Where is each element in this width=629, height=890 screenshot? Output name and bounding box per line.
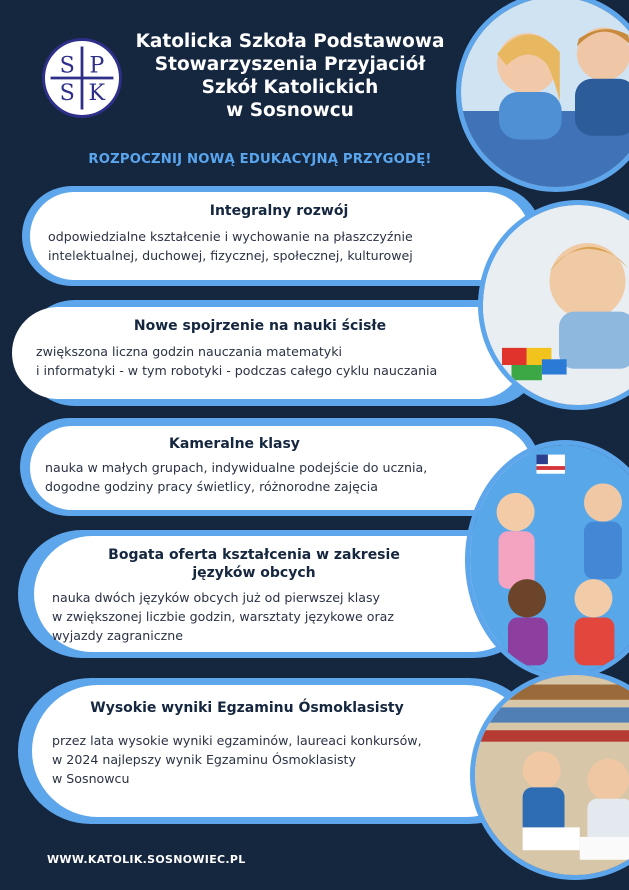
card-text-line: wyjazdy zagraniczne [52,628,183,643]
card-text-line: przez lata wysokie wyniki egzaminów, laureaci konkursów, [52,733,422,748]
card-title-line: języków obcych [192,565,316,581]
card-text-line: w 2024 najlepszy wynik Egzaminu Ósmoklasisty [52,752,356,767]
feature-card-languages [34,536,530,652]
logo-letter-p: P [89,52,105,79]
card-title-line: Bogata oferta kształcenia w zakresie [108,547,400,563]
card-text [36,342,524,380]
card-text-line: nauka dwóch języków obcych już od pierwszej klasy [52,590,380,605]
card-text-line: w zwiększonej liczbie godzin, warsztaty językowe oraz [52,609,394,624]
card-text-line: odpowiedzialne kształcenie i wychowanie na płaszczyźnie [48,229,413,244]
card-text-line: intelektualnej, duchowej, fizycznej, społecznej, kulturowej [48,248,413,263]
card-text-line: dogodne godziny pracy świetlicy, różnorodne zajęcia [45,479,379,494]
school-name [120,30,460,122]
card-text-line: zwiększona liczna godzin nauczania matematyki [36,344,343,359]
feature-card-small-classes [30,426,532,510]
card-text [52,731,532,788]
card-text [48,227,530,265]
school-name-line: Stowarzyszenia Przyjaciół [154,54,426,75]
school-name-line: Szkół Katolickich [201,77,379,98]
feature-card-sciences [12,307,524,399]
card-text [52,588,530,645]
spsk-monogram-icon [45,41,119,115]
school-name-line: Katolicka Szkoła Podstawowa [135,31,445,52]
card-title: Nowe spojrzenie na nauki ścisłe [133,318,387,334]
feature-card-exam-results [32,685,532,817]
feature-card-integral-development [30,192,530,280]
website-link[interactable]: WWW.KATOLIK.SOSNOWIEC.PL [47,853,246,866]
card-text-line: w Sosnowcu [52,771,130,786]
card-title [52,546,456,582]
school-name-line: w Sosnowcu [226,100,354,121]
card-title: Wysokie wyniki Egzaminu Ósmoklasisty [90,700,404,716]
card-text-line: nauka w małych grupach, indywidualne podejście do ucznia, [45,460,428,475]
card-title: Kameralne klasy [169,436,300,452]
card-title: Integralny rozwój [209,203,349,219]
tagline: ROZPOCZNIJ NOWĄ EDUKACYJNĄ PRZYGODĘ! [88,152,432,167]
card-text-line: i informatyki - w tym robotyki - podczas całego cyklu nauczania [36,363,438,378]
logo-letter-k: K [88,80,106,107]
card-text [45,458,532,496]
logo-letter-s2: S [59,80,75,107]
school-logo [42,38,122,118]
logo-letter-s1: S [59,52,75,79]
